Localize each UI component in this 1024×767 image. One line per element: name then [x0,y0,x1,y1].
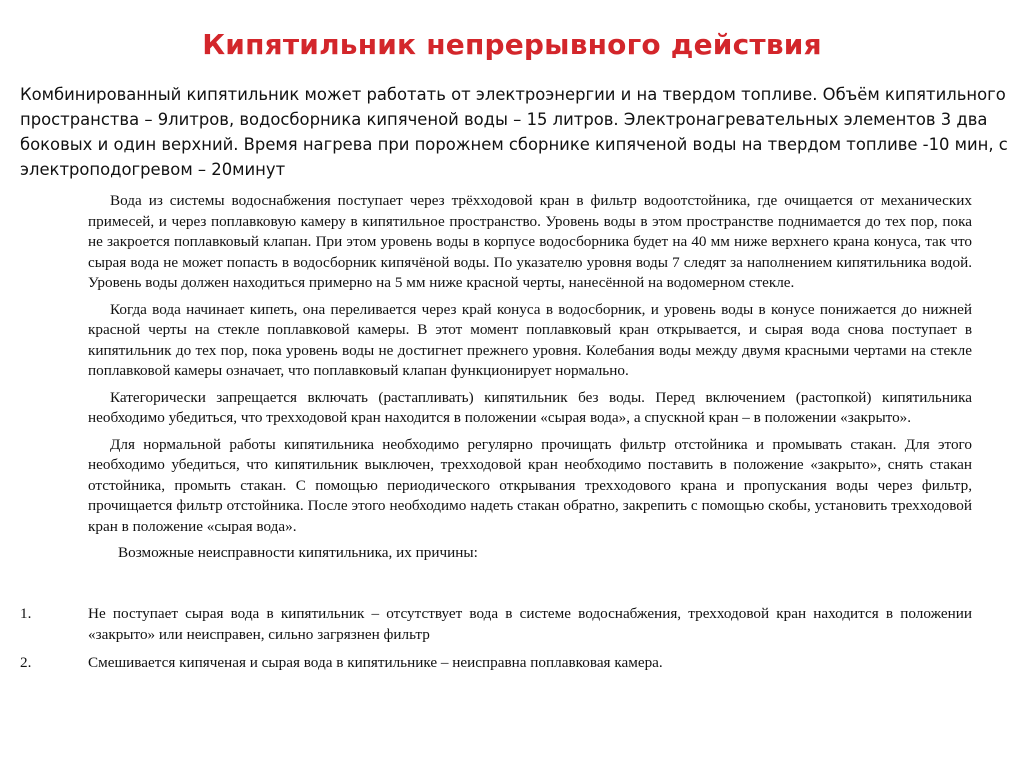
list-item [20,604,972,645]
list-item-text: Не поступает сырая вода в кипятильник – отсутствует вода в системе водоснабжения, трехходовой кран находится в положении «закрыто» или неисправен, сильно загрязнен фильтр [88,605,972,643]
body-paragraph-3: Категорически запрещается включать (растапливать) кипятильник без воды. Перед включением (растопкой) кипятильника необходимо убедиться, что трехходовой кран находится в положении «сырая вода», а спускной кран – в положении «закрыто». [88,388,972,426]
body-paragraph-1: Вода из системы водоснабжения поступает через трёхходовой кран в фильтр водоотстойника, где очищается от механических примесей, и через поплавковую камеру в кипятильное пространство. Уровень воды в этом пространстве поднимается до тех пор, пока не закроется поплавковый клапан. При этом уровень воды в корпусе водосборника будет на 40 мм ниже верхнего крана конуса, так что сырая вода не может попасть в водосборник кипячёной воды. По указателю уровня воды 7 следят за наполнением кипятильника водой. Уровень воды должен находиться примерно на 5 мм ниже красной черты, нанесённой на водомерном стекле. [88,192,972,291]
faults-heading: Возможные неисправности кипятильника, их причины: [118,544,478,561]
intro-paragraph: Комбинированный кипятильник может работать от электроэнергии и на твердом топливе. Объём кипятильного пространства – 9литров, водосборника кипяченой воды – 15 литров. Электронагревательных элементов 3 два боковых и один верхний. Время нагрева при порожнем сборнике кипяченой воды на твердом топливе -10 мин, с электроподогревом – 20минут [20,85,1008,179]
list-item-text: Смешивается кипяченая и сырая вода в кипятильнике – неисправна поплавковая камера. [88,654,663,671]
list-item [20,653,972,674]
slide-title: Кипятильник непрерывного действия [202,28,822,61]
body-text [88,191,972,570]
body-paragraph-4: Для нормальной работы кипятильника необходимо регулярно прочищать фильтр отстойника и промывать стакан. Для этого необходимо убедиться, что кипятильник выключен, трехходовой кран необходимо поставить в положение «закрыто», снять стакан отстойника, промыть стакан. С помощью периодического открывания трехходового крана и пропускания воды через фильтр, прочищается фильтр отстойника. После этого необходимо надеть стакан обратно, закрепить с помощью скобы, установить трехходовой кран в положение «сырая вода». [88,435,972,535]
list-item-number: 1. [20,605,32,622]
body-paragraph-2: Когда вода начинает кипеть, она переливается через край конуса в водосборник, и уровень воды в конусе понижается до нижней красной черты на стекле поплавковой камеры. В этот момент поплавковый кран открывается, и сырая вода снова поступает в кипятильник до тех пор, пока уровень воды не достигнет прежнего уровня. Колебания воды между двумя красными чертами на стекле поплавковой камеры означает, что поплавковый клапан функционирует нормально. [88,300,972,379]
list-item-number: 2. [20,654,32,671]
faults-list [20,604,972,682]
